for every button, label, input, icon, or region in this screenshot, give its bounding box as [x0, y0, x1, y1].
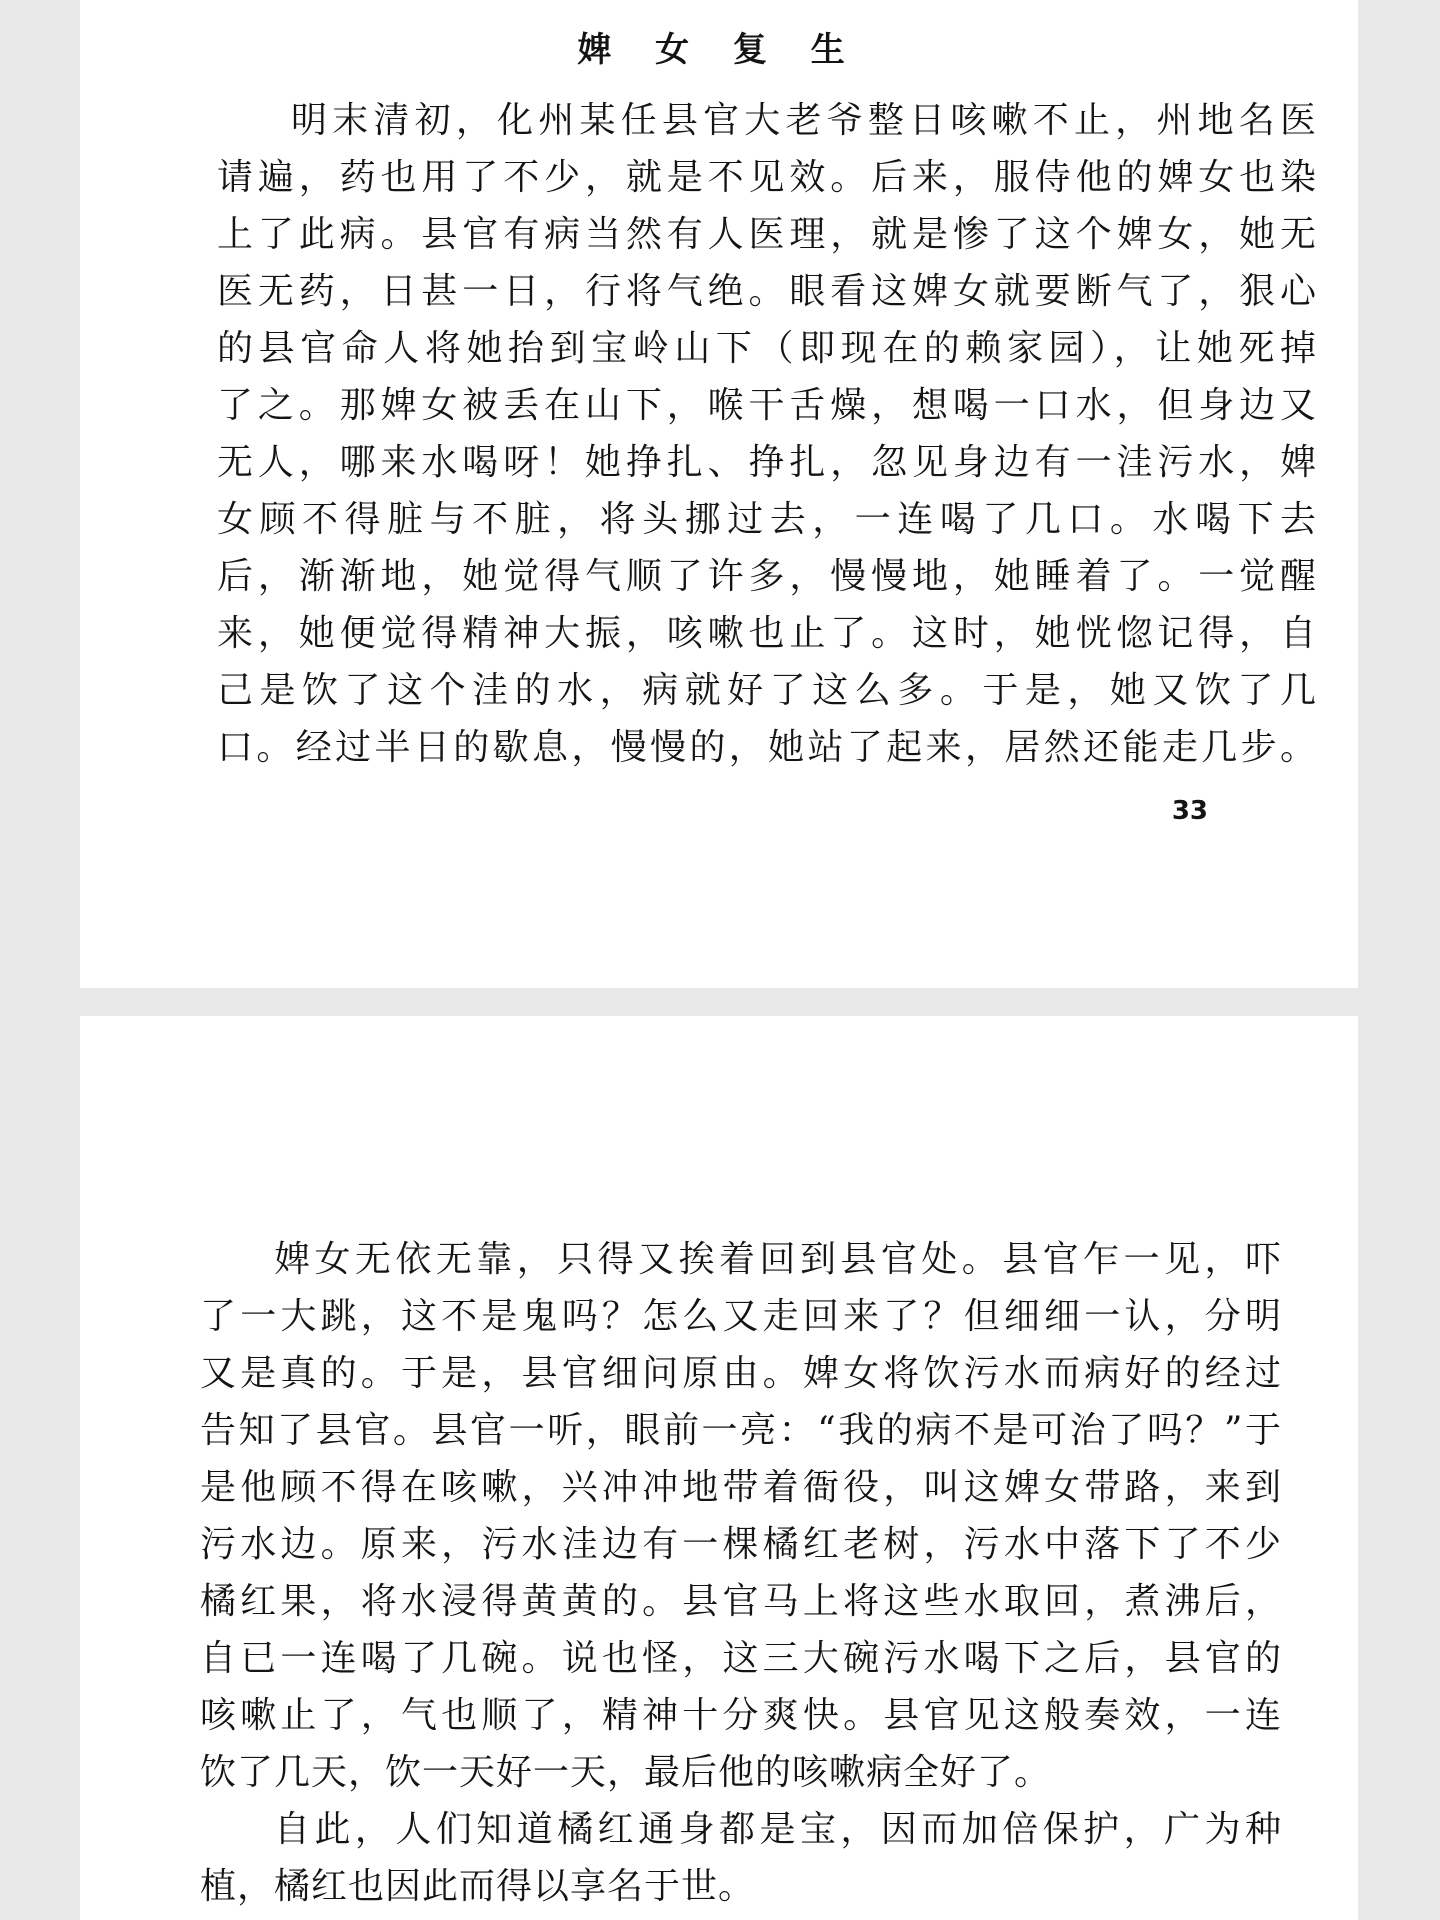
text-line: 来，她便觉得精神大振，咳嗽也止了。这时，她恍惚记得，自: [217, 613, 1317, 654]
text-line: 咳嗽止了，气也顺了，精神十分爽快。县官见这般奏效，一连: [200, 1695, 1282, 1736]
text-line: 是他顾不得在咳嗽，兴冲冲地带着衙役，叫这婢女带路，来到: [200, 1467, 1282, 1508]
text-line: 女顾不得脏与不脏，将头挪过去，一连喝了几口。水喝下去: [217, 499, 1317, 540]
text-line: 医无药，日甚一日，行将气绝。眼看这婢女就要断气了，狠心: [217, 271, 1317, 312]
text-line: 上了此病。县官有病当然有人医理，就是惨了这个婢女，她无: [217, 214, 1317, 255]
text-line: 的县官命人将她抬到宝岭山下（即现在的赖家园），让她死掉: [217, 328, 1317, 369]
body-text-bottom: [200, 1231, 1282, 1915]
page-bottom: [80, 1016, 1358, 1920]
page-number: 33: [1171, 796, 1208, 826]
text-line: 请遍，药也用了不少，就是不见效。后来，服侍他的婢女也染: [217, 157, 1317, 198]
body-text-top: [217, 92, 1317, 776]
text-line: 明末清初，化州某任县官大老爷整日咳嗽不止，州地名医: [291, 100, 1317, 141]
text-line: 污水边。原来，污水洼边有一棵橘红老树，污水中落下了不少: [200, 1524, 1282, 1565]
story-title: 婢 女 复 生: [577, 30, 861, 70]
text-line: 植，橘红也因此而得以享名于世。: [200, 1866, 756, 1907]
text-line: 口。经过半日的歇息，慢慢的，她站了起来，居然还能走几步。: [217, 727, 1317, 768]
text-line: 自已一连喝了几碗。说也怪，这三大碗污水喝下之后，县官的: [200, 1638, 1282, 1679]
text-line: 橘红果，将水浸得黄黄的。县官马上将这些水取回，煮沸后，: [200, 1581, 1282, 1622]
text-line: 又是真的。于是，县官细问原由。婢女将饮污水而病好的经过: [200, 1353, 1282, 1394]
text-line: 自此，人们知道橘红通身都是宝，因而加倍保护，广为种: [274, 1809, 1282, 1850]
text-line: 了之。那婢女被丢在山下，喉干舌燥，想喝一口水，但身边又: [217, 385, 1317, 426]
text-line: 己是饮了这个洼的水，病就好了这么多。于是，她又饮了几: [217, 670, 1317, 711]
text-line: 告知了县官。县官一听，眼前一亮：“我的病不是可治了吗？”于: [200, 1410, 1282, 1451]
text-line: 婢女无依无靠，只得又挨着回到县官处。县官乍一见，吓: [274, 1239, 1282, 1280]
text-line: 后，渐渐地，她觉得气顺了许多，慢慢地，她睡着了。一觉醒: [217, 556, 1317, 597]
text-line: 无人，哪来水喝呀！她挣扎、挣扎，忽见身边有一洼污水，婢: [217, 442, 1317, 483]
text-line: 了一大跳，这不是鬼吗？怎么又走回来了？但细细一认，分明: [200, 1296, 1282, 1337]
page-top: [80, 0, 1358, 988]
text-line: 饮了几天，饮一天好一天，最后他的咳嗽病全好了。: [200, 1752, 1052, 1793]
